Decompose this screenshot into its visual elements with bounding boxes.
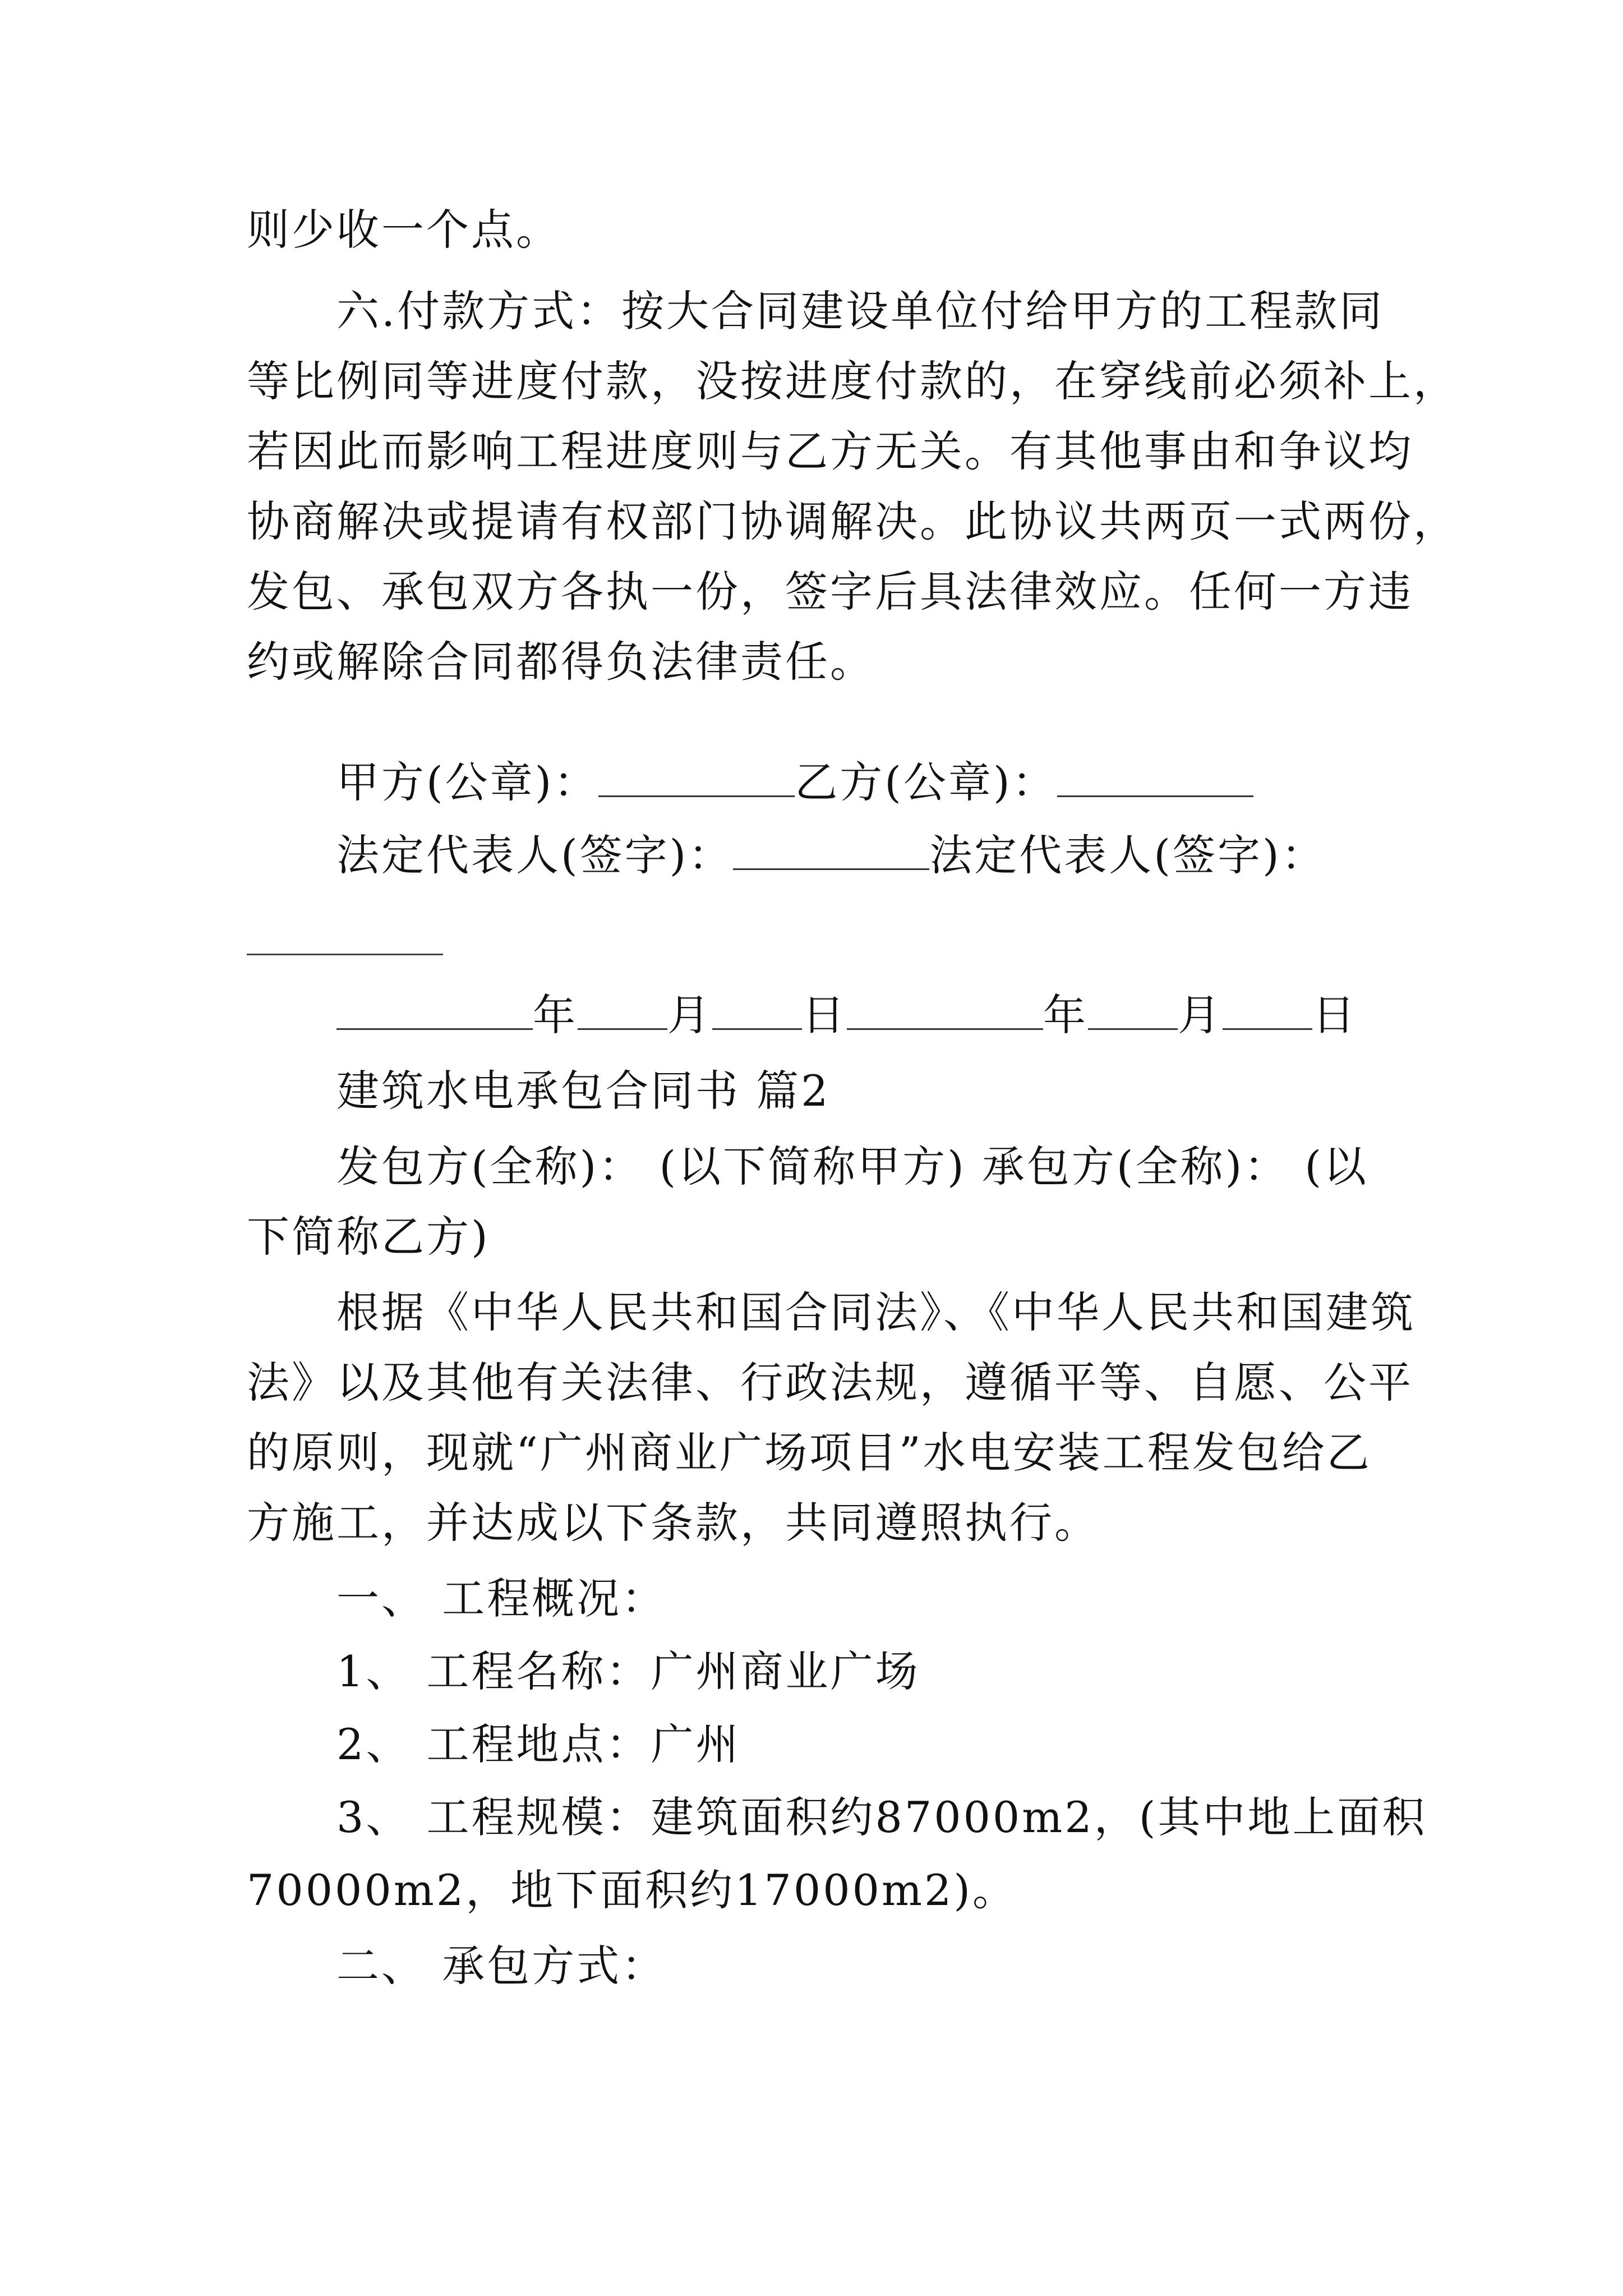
rep-a-label: 法定代表人(签字)： [336,830,734,880]
party-a-seal-blank [598,756,795,797]
list-item: 1、 工程名称：广州商业广场 [336,1646,920,1696]
paragraph-line: 协商解决或提请有权部门协调解决。此协议共两页一式两份， [247,496,1458,546]
paragraph-line: 六.付款方式：按大合同建设单位付给甲方的工程款同 [336,286,1385,336]
party-b-seal-label: 乙方(公章)： [795,757,1057,807]
party-seal-line [336,754,1475,811]
paragraph-line: 的原则，现就“广州商业广场项目”水电安装工程发包给乙 [247,1428,1372,1478]
paragraph-line: 发包、承包双方各执一份，签字后具法律效应。任何一方违 [247,567,1413,616]
paragraph-line: 则少收一个点。 [247,205,561,255]
paragraph-line: 下简称乙方) [247,1212,490,1262]
party-a-seal-label: 甲方(公章)： [336,757,599,807]
month-label: 月 [1178,990,1223,1040]
party-b-seal-blank [1057,756,1253,797]
year-label: 年 [533,990,578,1040]
month-a-blank [578,989,667,1030]
paragraph-line: 约或解除合同都得负法律责任。 [247,637,875,687]
paragraph-line: 根据《中华人民共和国合同法》、《中华人民共和国建筑 [336,1287,1415,1337]
representative-line [336,827,1475,884]
year-label: 年 [1043,990,1088,1040]
paragraph-line: 法》以及其他有关法律、行政法规，遵循平等、自愿、公平 [247,1358,1413,1407]
year-b-blank [847,989,1043,1030]
paragraph-line: 发包方(全称)： (以下简称甲方) 承包方(全称)： (以 [336,1142,1369,1191]
section-title: 建筑水电承包合同书 篇2 [336,1066,831,1116]
day-b-blank [1223,989,1312,1030]
date-line [336,987,1475,1043]
rep-b-label: 法定代表人(签字)： [929,830,1326,880]
year-a-blank [336,989,533,1030]
rep-a-blank [733,829,929,870]
list-heading: 二、 承包方式： [336,1941,667,1991]
paragraph-line: 等比例同等进度付款，没按进度付款的，在穿线前必须补上， [247,356,1458,406]
month-label: 月 [667,990,712,1040]
paragraph-line: 方施工，并达成以下条款，共同遵照执行。 [247,1498,1099,1548]
rep-b-blank [247,931,443,955]
list-item: 3、 工程规模：建筑面积约87000m2，(其中地上面积 [336,1792,1427,1842]
day-label: 日 [802,990,847,1040]
list-heading: 一、 工程概况： [336,1573,667,1623]
list-item: 2、 工程地点：广州 [336,1719,741,1769]
month-b-blank [1088,989,1178,1030]
day-label: 日 [1312,990,1357,1040]
paragraph-line: 若因此而影响工程进度则与乙方无关。有其他事由和争议均 [247,426,1413,476]
day-a-blank [712,989,802,1030]
list-item-continued: 70000m2，地下面积约17000m2)。 [247,1865,1018,1915]
